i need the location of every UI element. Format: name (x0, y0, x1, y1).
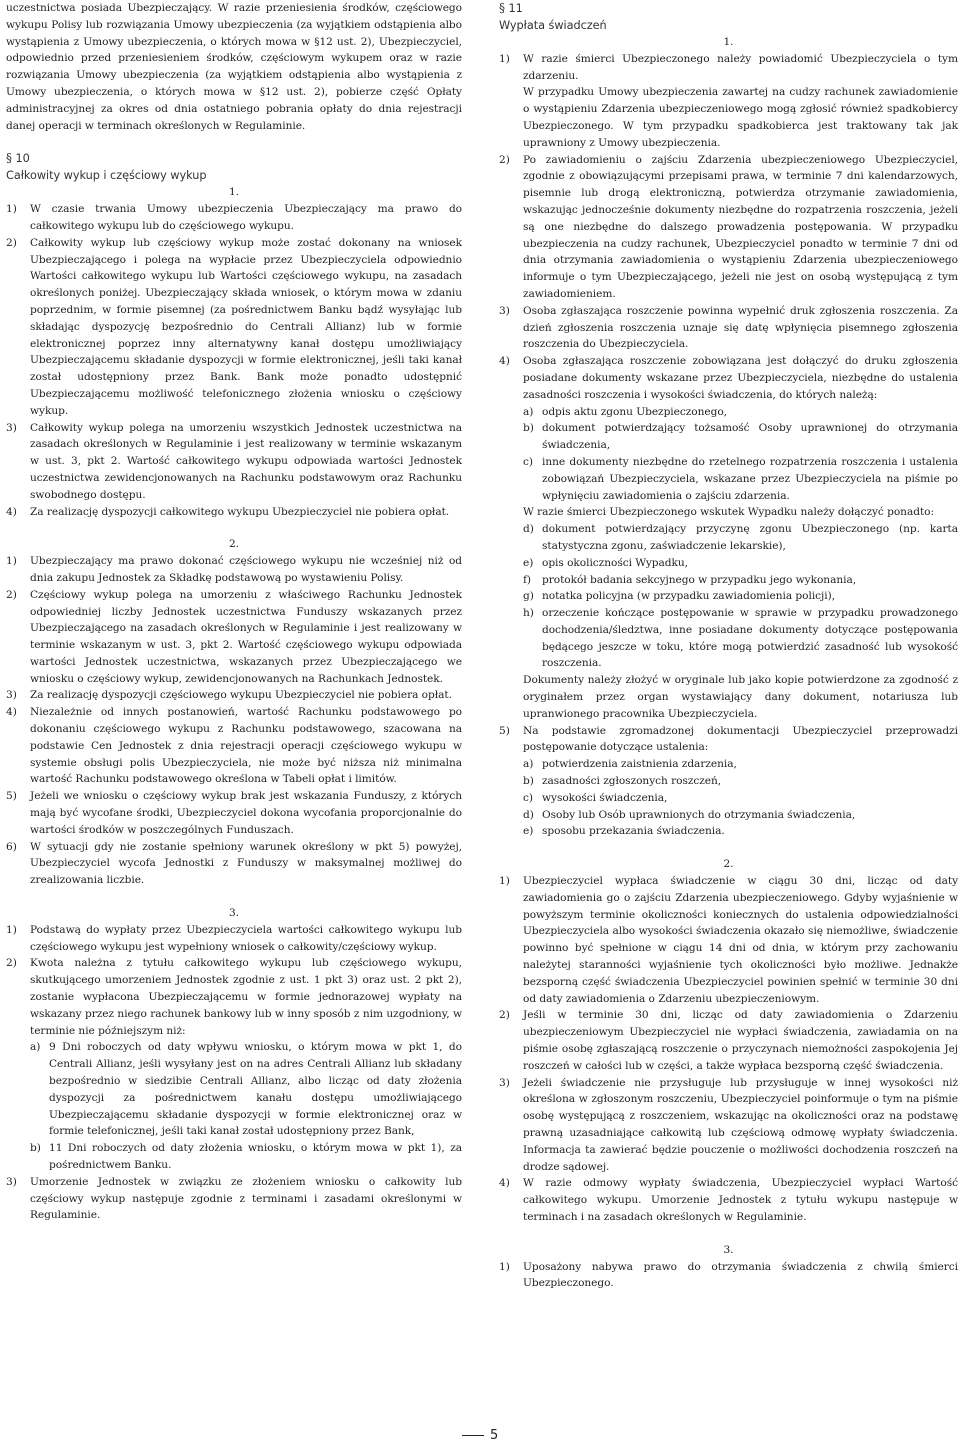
left-column (6, 0, 462, 1224)
sub-list-item: f) protokół badania sekcyjnego w przypadku jego wykonania, (523, 573, 857, 586)
list-item: 3) Za realizację dyspozycji częściowego wykupu Ubezpieczyciel nie pobiera opłat. (6, 689, 452, 702)
sub-list-item: c) inne dokumenty niezbędne do rzetelnego rozpatrzenia roszczenia i ustalenia zobowiązań Ubezpieczyciela, wskazane przez Ubezpieczyciela na piśmie po wpłynięciu zawiadomienia o zajściu zdarzenia. (523, 455, 958, 502)
list-item: 2) Częściowy wykup polega na umorzeniu z właściwego Rachunku Jednostek odpowiedniej liczby Jednostek uczestnictwa Funduszy wskazanych przez Ubezpieczającego na zasadach określonych w Regulaminie i jest realizowany w terminie wskazanym w ust. 3, pkt 2. Wartość częściowego wykupu odpowiada wartości Jednostek uczestnictwa, wskazanych przez Ubezpieczającego we wniosku o częściowy wykup, zewidencjonowanych na Rachunkach Jednostek. (6, 588, 462, 685)
list-item: 4) Niezależnie od innych postanowień, wartość Rachunku podstawowego po dokonaniu częściowego wykupu z Rachunku podstawowego, szacowana na podstawie Cen Jednostek z dnia rejestracji operacji częściowego wykupu w systemie obsługi polis Ubezpieczyciela, nie może być niższa niż minimalna wartość Rachunku podstawowego określona w Tabeli opłat i limitów. (6, 706, 462, 786)
list-item: 2) Całkowity wykup lub częściowy wykup może zostać dokonany na wniosek Ubezpieczającego i polega na wypłacie przez Ubezpieczyciela odpowiednio Wartości całkowitego wykupu lub Wartości częściowego wykupu, na zasadach określonych poniżej. Ubezpieczający składa wniosek, o którym mowa w zdaniu poprzednim, w formie pisemnej (za pośrednictwem Banku bądź wysyłając lub składając dyspozycję bezpośrednio do Centrali Allianz) lub w formie elektronicznej poprzez inny alternatywny kanał dostępu umożliwiający Ubezpieczającemu składanie dyspozycji w formie elektronicznej, jeśli taki kanał został udostępniony przez Bank. Bank może ponadto udostępnić Ubezpieczającemu możliwość telefonicznego złożenia wniosku o częściowy wykup. (6, 236, 462, 417)
subsection-label: 1. (723, 36, 734, 48)
right-column (499, 0, 958, 1292)
wypadek-intro: W razie śmierci Ubezpieczonego wskutek Wypadku należy dołączyć ponadto: (523, 506, 935, 519)
sub-list-item: d) Osoby lub Osób uprawnionych do otrzymania świadczenia, (523, 808, 856, 821)
list-item: 5) Na podstawie zgromadzonej dokumentacji Ubezpieczyciel przeprowadzi postępowanie dotyczące ustalenia: (499, 724, 958, 754)
subsection-label: 3. (228, 907, 239, 920)
intro-paragraph: uczestnictwa posiada Ubezpieczający. W razie przeniesienia środków, częściowego wykupu Polisy lub rozwiązania Umowy ubezpieczenia (za wyjątkiem odstąpienia albo wystąpienia z Umowy ubezpieczenia, o których mowa w §12 ust. 2), Ubezpieczyciel, odpowiednio przed przeniesieniem środków, częściowym wykupem oraz w razie rozwiązania Umowy ubezpieczenia (za wyjątkiem odstąpienia albo wystąpienia z Umowy ubezpieczenia, o których mowa w §12 ust. 2), pobierze część Opłaty administracyjnej za okres od dnia ostatniego pobrania opłaty do dnia rejestracji danej operacji w terminach określonych w Regulaminie. (6, 2, 462, 132)
sub-list-item: h) orzeczenie kończące postępowanie w sprawie w przypadku prowadzonego dochodzenia/śledztwa, inne posiadane dokumenty dotyczące postępowania będącego jeszcze w toku, które mogą potwierdzić zasadność lub wysokość roszczenia. (523, 607, 958, 670)
list-item: 2) Jeśli w terminie 30 dni, licząc od daty zawiadomienia o Zdarzeniu ubezpieczeniowym Ubezpieczyciel nie wypłaci świadczenia, zawiadamia on na piśmie osobę zgłaszającą roszczenie o przyczynach niemożności zaspokojenia Jej roszczeń w całości lub w części, a także wypłaca bezsporną część świadczenia. (499, 1009, 958, 1072)
list-item-continuation: W przypadku Umowy ubezpieczenia zawartej na cudzy rachunek zawiadomienie o wystąpieniu Zdarzenia ubezpieczeniowego mogą zgłosić również spadkobiercy Ubezpieczonego. W tym przypadku spadkobierca jest traktowany tak jak uprawniony z Umowy ubezpieczenia. (523, 86, 958, 149)
sub-list-item: a) odpis aktu zgonu Ubezpieczonego, (523, 405, 727, 418)
page-footer (462, 1428, 498, 1443)
sub-list-item: b) zasadności zgłoszonych roszczeń, (523, 775, 722, 788)
subsection-label: 1. (228, 186, 239, 199)
list-item: 6) W sytuacji gdy nie zostanie spełniony warunek określony w pkt 5) powyżej, Ubezpieczyciel wycofa Jednostki z Funduszy w maksymalnej możliwej do zrealizowania liczbie. (6, 840, 462, 887)
list-item: 3) Całkowity wykup polega na umorzeniu wszystkich Jednostek uczestnictwa na zasadach określonych w Regulaminie i jest realizowany w terminie wskazanym w ust. 3, pkt 2. Wartość całkowitego wykupu odpowiada wartości Jednostek uczestnictwa zewidencjonowanych na Rachunku podstawowym oraz Rachunku swobodnego dostępu. (6, 421, 462, 501)
sub-list-item: e) sposobu przekazania świadczenia. (523, 825, 725, 838)
section-symbol: § (499, 1, 505, 15)
list-item: 4) W razie odmowy wypłaty świadczenia, Ubezpieczyciel wypłaci Wartość całkowitego wykupu. Umorzenie Jednostek z tytułu wykupu następuje w terminach i na zasadach określonych w Regulaminie. (499, 1177, 958, 1223)
list-item: 4) Osoba zgłaszająca roszczenie zobowiązana jest dołączyć do druku zgłoszenia posiadane dokumenty wskazane przez Ubezpieczyciela, niezbędne do ustalenia zasadności roszczenia i wysokości świadczenia, do których należą: (499, 355, 958, 401)
sub-list-item: a) 9 Dni roboczych od daty wpływu wniosku, o którym mowa w pkt 1, do Centrali Allianz, jeśli wysyłany jest on na adres Centrali Allianz lub składany bezpośrednio w siedzibie Centrali Allianz, albo licząc od daty złożenia dyspozycji za pośrednictwem kanału dostępu umożliwiającego Ubezpieczającemu składanie dyspozycji w formie elektronicznej oraz w formie telefonicznej, jeśli taki kanał został udostępniony przez Bank, (30, 1041, 462, 1138)
sub-list-item: e) opis okoliczności Wypadku, (523, 556, 688, 569)
section-title: Całkowity wykup i częściowy wykup (6, 169, 207, 183)
list-item: 1) W razie śmierci Ubezpieczonego należy powiadomić Ubezpieczyciela o tym zdarzeniu. (499, 52, 958, 82)
list-item: 3) Osoba zgłaszająca roszczenie powinna wypełnić druk zgłoszenia roszczenia. Za dzień zgłoszenia roszczenia uznaje się datę wpłynięcia pisemnego zgłoszenia roszczenia do Ubezpieczyciela. (499, 304, 958, 351)
list-item: 1) Podstawą do wypłaty przez Ubezpieczyciela wartości całkowitego wykupu lub częściowego wykupu jest wypełniony wniosek o całkowity/częściowy wykup. (6, 923, 462, 953)
sub-list-item: b) 11 Dni roboczych od daty złożenia wniosku, o którym mowa w pkt 1), za pośrednictwem Banku. (30, 1142, 462, 1171)
footer-dash (462, 1435, 484, 1436)
subsection-label: 2. (228, 538, 239, 551)
section-number: 11 (508, 2, 523, 15)
list-item: 5) Jeżeli we wniosku o częściowy wykup brak jest wskazania Funduszy, z których mają być wycofane środki, Ubezpieczyciel dokona wycofania proporcjonalnie do wartości środków w poszczególnych Funduszach. (6, 790, 462, 836)
sub-list-item: b) dokument potwierdzający tożsamość Osoby uprawnionej do otrzymania świadczenia, (523, 422, 958, 452)
list-item: 1) Ubezpieczyciel wypłaca świadczenie w ciągu 30 dni, licząc od daty zawiadomienia go o zajściu Zdarzenia ubezpieczeniowego. Gdyby wyjaśnienie w powyższym terminie okoliczności koniecznych do ustalenia odpowiedzialności Ubezpieczyciela albo wysokości świadczenia okazało się niemożliwe, świadczenie powinno być spełnione w ciągu 14 dni od dnia, w którym przy zachowaniu należytej staranności wyjaśnienie tych okoliczności było możliwe. Jednakże bezsporną część świadczenia Ubezpieczyciel powinien spełnić w terminie 30 dni od daty zawiadomienia o Zdarzeniu ubezpieczeniowym. (499, 875, 958, 1005)
section-symbol: § (6, 151, 12, 166)
list-item: 2) Po zawiadomieniu o zajściu Zdarzenia ubezpieczeniowego Ubezpieczyciel, zgodnie z obowiązującymi przepisami prawa, w terminie 7 dni kalendarzowych, pisemnie lub drogą elektroniczną, potwierdza otrzymanie zawiadomienia, wskazując jednocześnie dokumenty niezbędne do rozpatrzenia roszczenia, jeżeli są one niezbędne do dalszego prowadzenia postępowania. W przypadku ubezpieczenia na cudzy rachunek, Ubezpieczyciel ponadto w terminie 7 dni od dnia otrzymania zawiadomienia o wystąpieniu Zdarzenia ubezpieczeniowego informuje o tym Ubezpieczającego, jeżeli nie jest on osobą występującą z tym zawiadomieniem. (499, 153, 958, 300)
sub-list-item: d) dokument potwierdzający przyczynę zgonu Ubezpieczonego (np. karta statystyczna zgonu, zaświadczenie lekarskie), (523, 523, 958, 552)
sub-list-item: c) wysokości świadczenia, (523, 791, 668, 804)
list-item: 1) Ubezpieczający ma prawo dokonać częściowego wykupu nie wcześniej niż od dnia zakupu Jednostek za Składkę podstawową po wystawieniu Polisy. (6, 555, 462, 584)
section-10-heading (6, 150, 462, 184)
list-item: 3) Jeżeli świadczenie nie przysługuje lub przysługuje w innej wysokości niż określona w zgłoszonym roszczeniu, Ubezpieczyciel poinformuje o tym na piśmie osobę występującą z roszczeniem, wskazując na okoliczności oraz na podstawę prawną uzasadniające całkowitą lub częściową odmowę wypłaty świadczenia. Informacja ta zawierać będzie pouczenie o możliwości dochodzenia roszczeń na drodze sądowej. (499, 1076, 958, 1173)
section-title: Wypłata świadczeń (499, 19, 607, 32)
sub-list-item: a) potwierdzenia zaistnienia zdarzenia, (523, 758, 737, 771)
page-number: 5 (490, 1428, 499, 1443)
list-item: 4) Za realizację dyspozycji całkowitego wykupu Ubezpieczyciel nie pobiera opłat. (6, 505, 450, 518)
subsection-label: 2. (723, 858, 734, 871)
list-item: 2) Kwota należna z tytułu całkowitego wykupu lub częściowego wykupu, skutkującego umorzeniem Jednostek zgodnie z ust. 1 pkt 3) oraz ust. 2 pkt 2), zostanie wypłacona Ubezpieczającemu w formie jednorazowej wypłaty na wskazany przez niego rachunek bankowy lub w inny sposób z nim uzgodniony, w terminie nie późniejszym niż: (6, 957, 462, 1037)
section-number: 10 (15, 152, 30, 166)
subsection-label: 3. (723, 1243, 734, 1256)
section-11-heading (499, 0, 958, 34)
list-item: 1) W czasie trwania Umowy ubezpieczenia Ubezpieczający ma prawo do całkowitego wykupu lub do częściowego wykupu. (6, 203, 462, 232)
list-item: 3) Umorzenie Jednostek w związku ze złożeniem wniosku o całkowity lub częściowy wykup następuje zgodnie z terminami i zasadami określonymi w Regulaminie. (6, 1175, 462, 1222)
list-item: 1) Uposażony nabywa prawo do otrzymania świadczenia z chwilą śmierci Ubezpieczonego. (499, 1260, 958, 1290)
documents-note: Dokumenty należy złożyć w oryginale lub jako kopie potwierdzone za zgodność z oryginałem przez organ wystawiający dany dokument, notariusza lub upranwionego pracownika Ubezpieczyciela. (523, 674, 958, 720)
sub-list-item: g) notatka policyjna (w przypadku zawiadomienia policji), (523, 590, 836, 603)
